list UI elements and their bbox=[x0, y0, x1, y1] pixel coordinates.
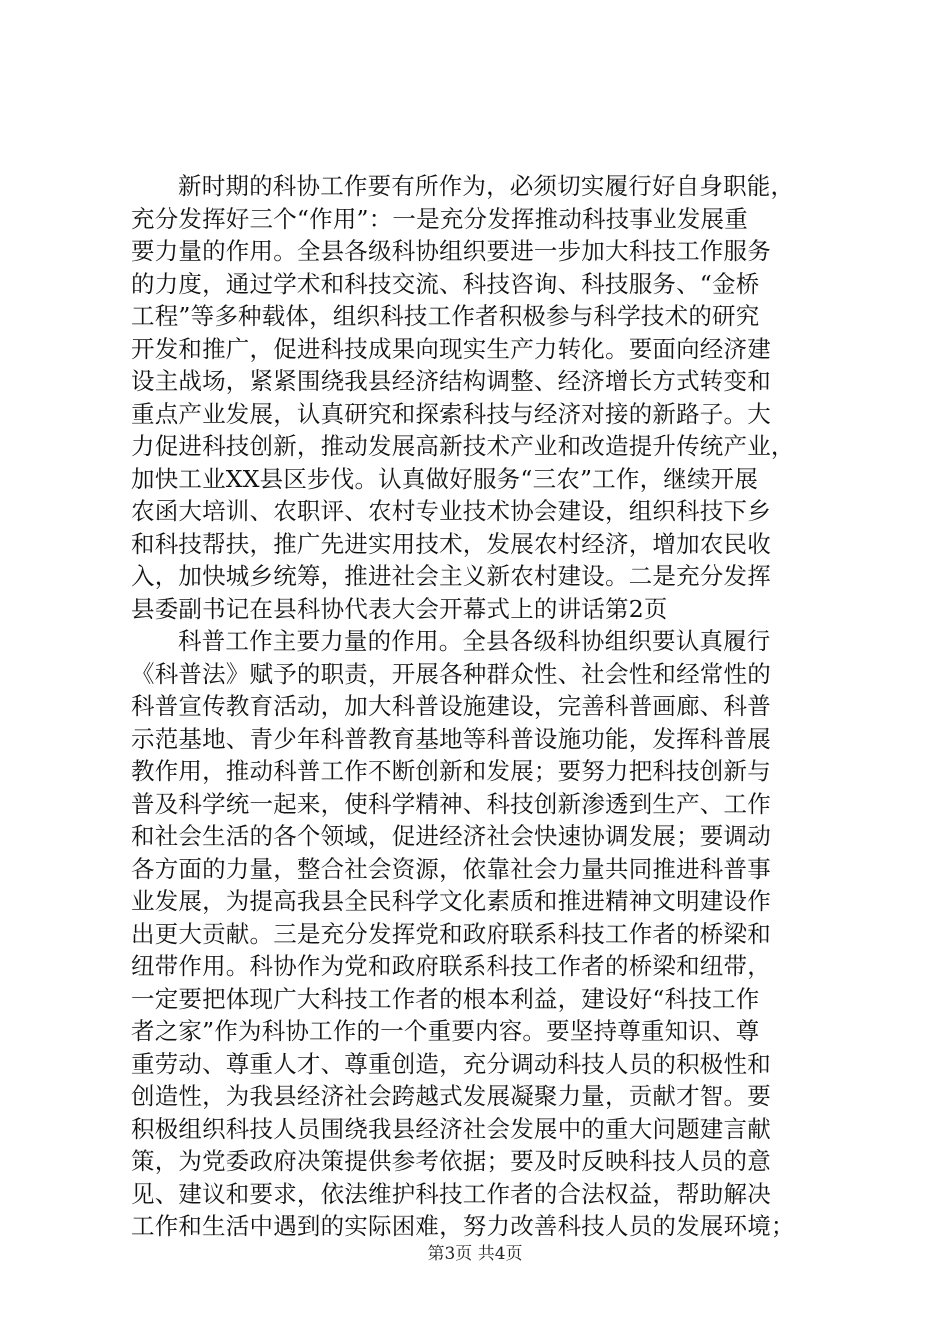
text-line: 《科普法》赋予的职责，开展各种群众性、社会性和经常性的 bbox=[131, 659, 771, 688]
text-line: 各方面的力量，整合社会资源，依靠社会力量共同推进科普事 bbox=[131, 854, 771, 883]
text-line: 科普工作主要力量的作用。全县各级科协组织要认真履行 bbox=[178, 627, 771, 655]
text-line: 入，加快城乡统筹，推进社会主义新农村建设。二是充分发挥 bbox=[131, 562, 771, 590]
text-line: 和科技帮扶，推广先进实用技术，发展农村经济，增加农民收 bbox=[131, 529, 771, 558]
document-body bbox=[131, 170, 836, 1243]
text-line: 新时期的科协工作要有所作为，必须切实履行好自身职能， bbox=[178, 172, 795, 200]
text-line: 一定要把体现广大科技工作者的根本利益，建设好“科技工作 bbox=[131, 984, 760, 1013]
text-line: 积极组织科技人员围绕我县经济社会发展中的重大问题建言献 bbox=[131, 1114, 771, 1143]
text-line: 重点产业发展，认真研究和探索科技与经济对接的新路子。大 bbox=[131, 399, 771, 428]
text-line: 业发展，为提高我县全民科学文化素质和推进精神文明建设作 bbox=[131, 887, 771, 915]
text-line: 开发和推广，促进科技成果向现实生产力转化。要面向经济建 bbox=[131, 334, 771, 363]
text-line: 出更大贡献。三是充分发挥党和政府联系科技工作者的桥梁和 bbox=[131, 919, 771, 948]
text-line: 教作用，推动科普工作不断创新和发展；要努力把科技创新与 bbox=[131, 757, 771, 785]
text-line: 设主战场，紧紧围绕我县经济结构调整、经济增长方式转变和 bbox=[131, 367, 771, 395]
text-line: 示范基地、青少年科普教育基地等科普设施功能，发挥科普展 bbox=[131, 724, 771, 753]
text-line: 加快工业XX县区步伐。认真做好服务“三农”工作，继续开展 bbox=[131, 464, 759, 493]
text-line: 县委副书记在县科协代表大会开幕式上的讲话第2页 bbox=[131, 594, 668, 623]
text-line: 力促进科技创新，推动发展高新技术产业和改造提升传统产业， bbox=[131, 432, 795, 460]
text-line: 者之家”作为科协工作的一个重要内容。要坚持尊重知识、尊 bbox=[131, 1017, 760, 1045]
page-footer: 第3页 共4页 bbox=[427, 1244, 523, 1264]
text-line: 和社会生活的各个领域，促进经济社会快速协调发展；要调动 bbox=[131, 822, 771, 850]
text-line: 策，为党委政府决策提供参考依据；要及时反映科技人员的意 bbox=[131, 1147, 771, 1175]
text-line: 重劳动、尊重人才、尊重创造，充分调动科技人员的积极性和 bbox=[131, 1049, 771, 1078]
text-line: 科普宣传教育活动，加大科普设施建设，完善科普画廊、科普 bbox=[131, 692, 771, 720]
text-line: 农函大培训、农职评、农村专业技术协会建设，组织科技下乡 bbox=[131, 497, 771, 525]
text-line: 创造性，为我县经济社会跨越式发展凝聚力量，贡献才智。要 bbox=[131, 1082, 771, 1110]
text-line: 工程”等多种载体，组织科技工作者积极参与科学技术的研究 bbox=[131, 302, 760, 330]
text-line: 的力度，通过学术和科技交流、科技咨询、科技服务、“金桥 bbox=[131, 269, 760, 298]
text-line: 纽带作用。科协作为党和政府联系科技工作者的桥梁和纽带， bbox=[131, 952, 771, 980]
text-line: 工作和生活中遇到的实际困难，努力改善科技人员的发展环境； bbox=[131, 1212, 795, 1240]
text-line: 充分发挥好三个“作用”：一是充分发挥推动科技事业发展重 bbox=[131, 204, 748, 233]
text-line: 见、建议和要求，依法维护科技工作者的合法权益，帮助解决 bbox=[131, 1179, 771, 1208]
text-line: 普及科学统一起来，使科学精神、科技创新渗透到生产、工作 bbox=[131, 789, 771, 818]
text-line: 要力量的作用。全县各级科协组织要进一步加大科技工作服务 bbox=[131, 237, 771, 265]
